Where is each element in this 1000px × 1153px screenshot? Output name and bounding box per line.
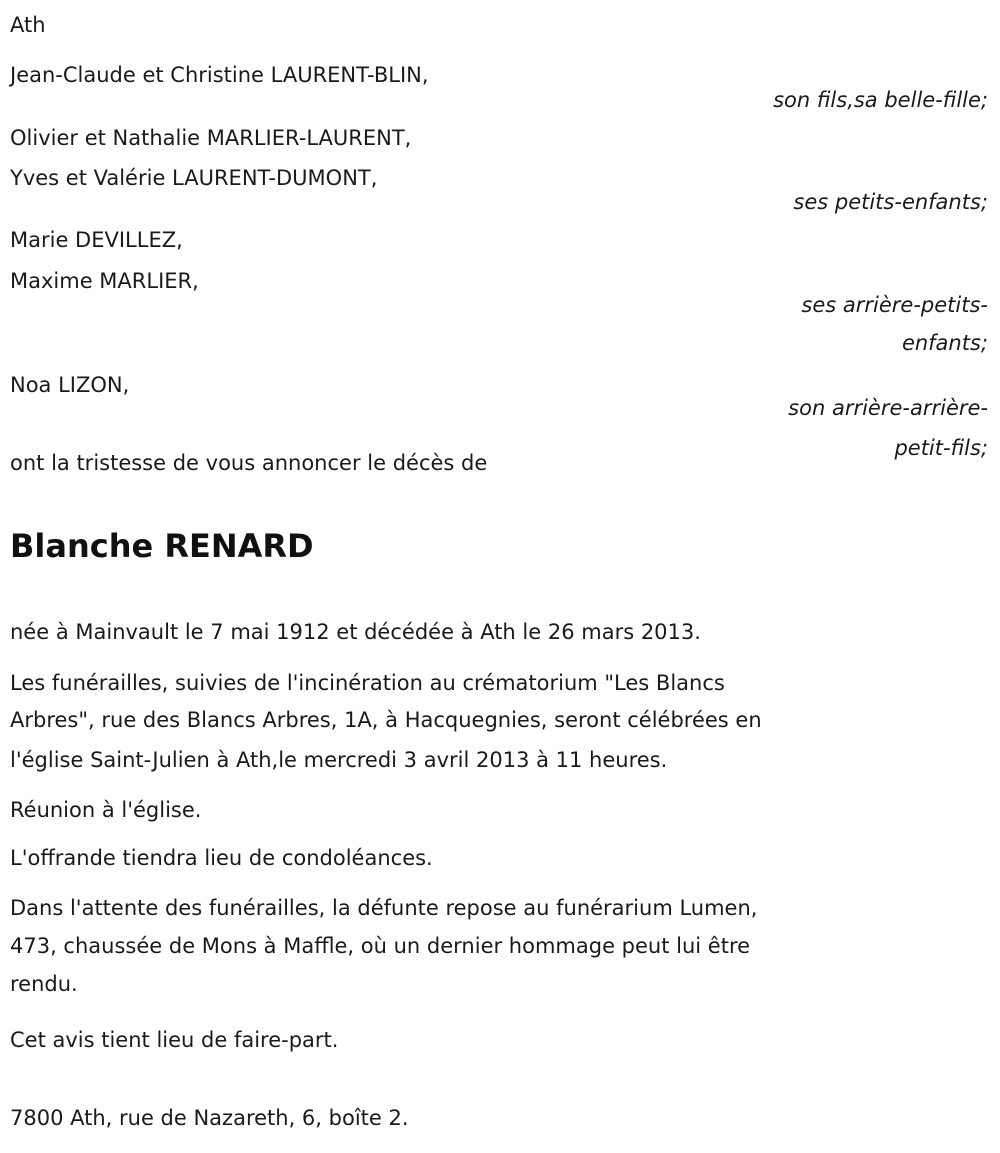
family-relation-3b: enfants; — [901, 331, 988, 355]
family-relation-2: ses petits-enfants; — [793, 190, 988, 214]
family-names-4: Noa LIZON, — [10, 373, 130, 397]
family-relation-4b: petit-fils; — [894, 436, 988, 460]
deceased-name: Blanche RENARD — [10, 527, 314, 565]
funerarium-text-2: 473, chaussée de Mons à Maffle, où un dernier hommage peut lui être — [10, 934, 751, 958]
meeting-text: Réunion à l'église. — [10, 798, 202, 822]
family-names-1: Jean-Claude et Christine LAURENT-BLIN, — [10, 63, 429, 87]
family-relation-4a: son arrière-arrière- — [788, 396, 988, 420]
announcement: ont la tristesse de vous annoncer le décès de — [10, 451, 488, 475]
funeral-text-2: Arbres", rue des Blancs Arbres, 1A, à Hacquegnies, seront célébrées en — [10, 708, 762, 732]
family-relation-1: son fils,sa belle-fille; — [773, 88, 988, 112]
funerarium-text-1: Dans l'attente des funérailles, la défunte repose au funérarium Lumen, — [10, 896, 758, 920]
offering-text: L'offrande tiendra lieu de condoléances. — [10, 846, 433, 870]
birth-death-text: née à Mainvault le 7 mai 1912 et décédée à Ath le 26 mars 2013. — [10, 620, 701, 644]
funeral-text-3: l'église Saint-Julien à Ath,le mercredi 3 avril 2013 à 11 heures. — [10, 748, 668, 772]
family-names-2a: Olivier et Nathalie MARLIER-LAURENT, — [10, 126, 412, 150]
notice-text: Cet avis tient lieu de faire-part. — [10, 1028, 339, 1052]
family-relation-3a: ses arrière-petits- — [801, 293, 988, 317]
family-names-2b: Yves et Valérie LAURENT-DUMONT, — [10, 166, 378, 190]
address: 7800 Ath, rue de Nazareth, 6, boîte 2. — [10, 1106, 409, 1130]
funeral-text-1: Les funérailles, suivies de l'incinération au crématorium "Les Blancs — [10, 671, 725, 695]
funerarium-text-3: rendu. — [10, 972, 78, 996]
family-names-3b: Maxime MARLIER, — [10, 269, 199, 293]
family-names-3a: Marie DEVILLEZ, — [10, 228, 183, 252]
city: Ath — [10, 13, 46, 37]
